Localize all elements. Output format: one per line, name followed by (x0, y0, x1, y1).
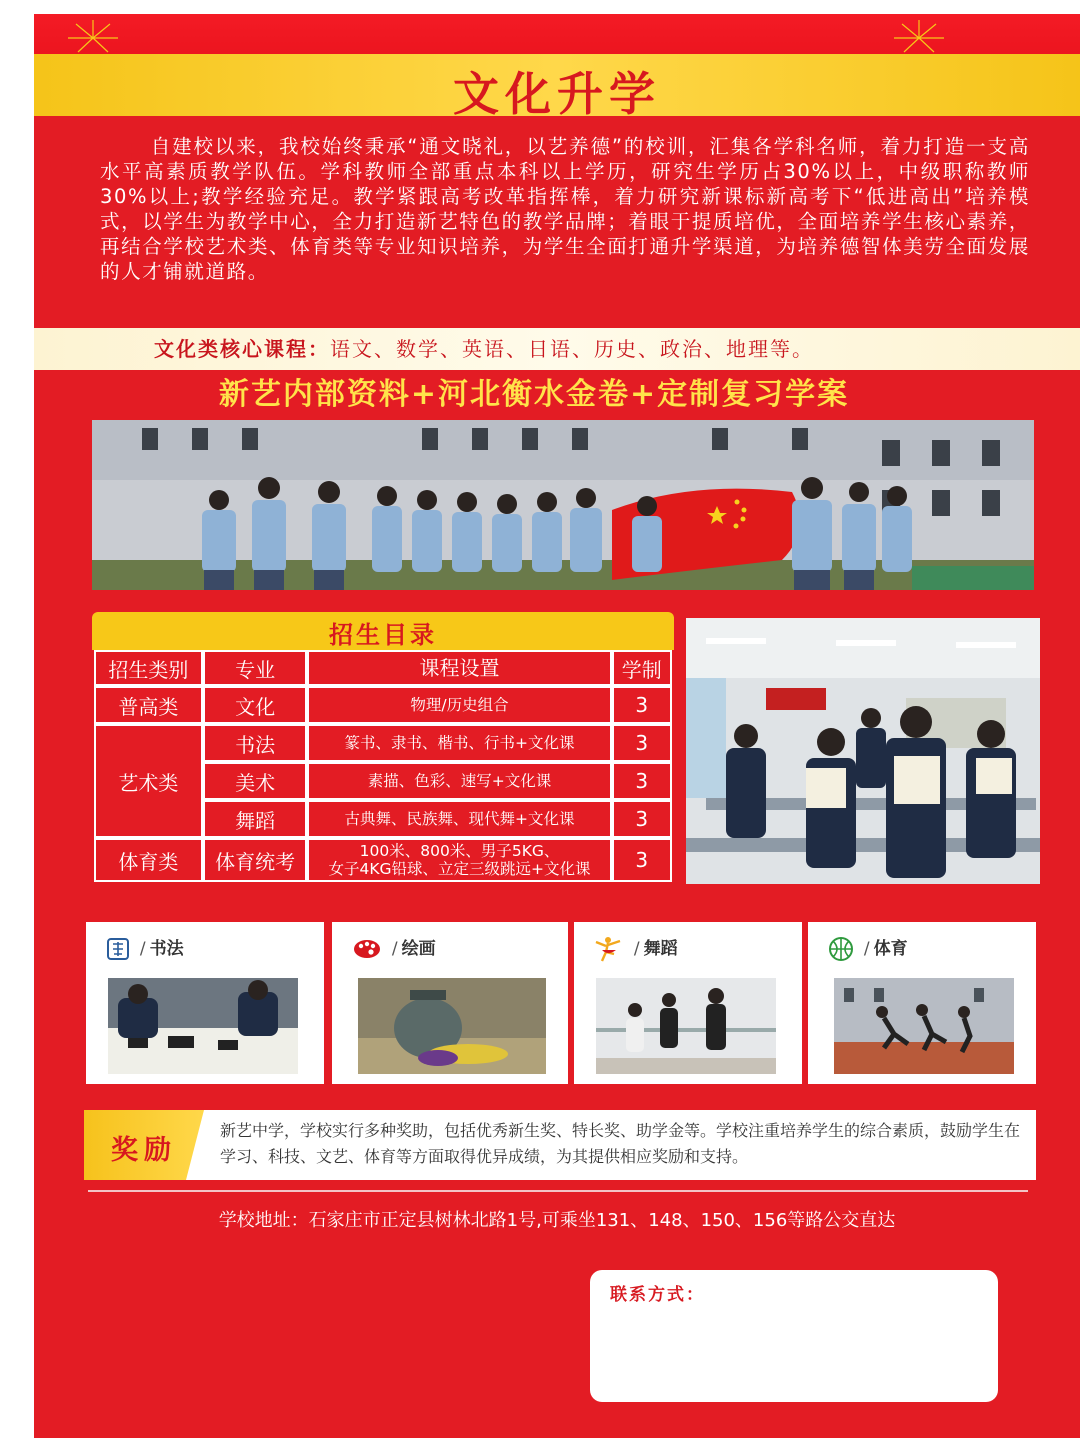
sports-photo (834, 978, 1014, 1074)
catalog-title: 招生目录 (329, 621, 437, 649)
skill-label: 书法 (149, 939, 184, 959)
header-years: 学制 (612, 650, 672, 686)
cell-category: 普高类 (94, 686, 203, 724)
table-row (94, 838, 672, 882)
skill-label: 体育 (873, 939, 908, 959)
skill-label: 舞蹈 (643, 939, 678, 959)
table-row (94, 686, 672, 724)
students-flag-photo (92, 420, 1034, 590)
cell-major: 舞蹈 (203, 800, 308, 838)
slogan: 新艺内部资料+河北衡水金卷+定制复习学案 (218, 377, 850, 412)
header-category: 招生类别 (94, 650, 203, 686)
painting-photo (358, 978, 546, 1074)
cell-courses-line: 女子4KG铅球、立定三级跳远+文化课 (328, 860, 591, 878)
skill-card-painting[interactable] (332, 922, 568, 1084)
cell-courses: 物理/历史组合 (307, 686, 611, 724)
header-major: 专业 (203, 650, 308, 686)
skill-label: 绘画 (401, 939, 436, 959)
classroom-photo (686, 618, 1040, 884)
skill-card-label (594, 934, 678, 962)
catalog-header-row (94, 650, 672, 686)
cell-courses: 篆书、隶书、楷书、行书+文化课 (307, 724, 611, 762)
cell-courses (307, 838, 611, 882)
poster (34, 14, 1080, 1438)
skill-separator: / (863, 939, 870, 959)
contact-label: 联系方式： (610, 1285, 705, 1305)
calligraphy-icon (106, 937, 130, 961)
calligraphy-photo (108, 978, 298, 1074)
cell-courses-line: 100米、800米、男子5KG、 (359, 842, 560, 860)
skill-card-calligraphy[interactable] (86, 922, 324, 1084)
cell-courses: 素描、色彩、速写+文化课 (307, 762, 611, 800)
cell-years: 3 (612, 762, 672, 800)
dancer-icon (594, 936, 624, 962)
core-courses-value: 语文、数学、英语、日语、历史、政治、地理等。 (330, 337, 814, 361)
dance-photo (596, 978, 776, 1074)
firework-left-decoration (48, 18, 138, 58)
palette-icon (352, 937, 382, 961)
cell-category: 艺术类 (94, 724, 203, 838)
table-row (94, 724, 672, 762)
skill-separator: / (139, 939, 146, 959)
core-courses-label: 文化类核心课程： (154, 337, 330, 361)
page-title: 文化升学 (453, 67, 661, 121)
skill-card-label (106, 934, 184, 961)
cell-years: 3 (612, 838, 672, 882)
core-courses (154, 333, 814, 362)
cell-years: 3 (612, 800, 672, 838)
skill-card-dance[interactable] (574, 922, 802, 1084)
divider (88, 1190, 1028, 1192)
reward-text: 新艺中学，学校实行多种奖助，包括优秀新生奖、特长奖、助学金等。学校注重培养学生的综合素质，鼓励学生在学习、科技、文艺、体育等方面取得优异成绩，为其提供相应奖励和支持。 (220, 1121, 1021, 1166)
catalog-table (94, 650, 672, 882)
skill-separator: / (633, 939, 640, 959)
skill-card-label (352, 934, 436, 961)
cell-years: 3 (612, 686, 672, 724)
cell-years: 3 (612, 724, 672, 762)
cell-major: 美术 (203, 762, 308, 800)
skill-separator: / (391, 939, 398, 959)
reward-title: 奖励 (111, 1135, 177, 1166)
skill-card-sports[interactable] (808, 922, 1036, 1084)
cell-major: 体育统考 (203, 838, 308, 882)
firework-right-decoration (874, 18, 964, 58)
cell-category: 体育类 (94, 838, 203, 882)
header-courses: 课程设置 (307, 650, 611, 686)
skill-card-label (828, 934, 908, 962)
cell-major: 文化 (203, 686, 308, 724)
cell-major: 书法 (203, 724, 308, 762)
basketball-icon (828, 936, 854, 962)
cell-courses: 古典舞、民族舞、现代舞+文化课 (307, 800, 611, 838)
intro-paragraph: 自建校以来，我校始终秉承“通文晓礼，以艺养德”的校训，汇集各学科名师，着力打造一支高水平高素质教学队伍。学科教师全部重点本科以上学历，研究生学历占30%以上，中级职称教师30%以上;教学经验充足。教学紧跟高考改革指挥棒，着力研究新课标新高考下“低进高出”培养模式，以学生为教学中心，全力打造新艺特色的教学品牌；着眼于提质培优，全面培养学生核心素养，再结合学校艺术类、体育类等专业知识培养，为学生全面打通升学渠道，为培养德智体美劳全面发展的人才铺就道路。 (100, 135, 1030, 283)
school-address: 学校地址：石家庄市正定县树林北路1号,可乘坐131、148、150、156等路公交直达 (218, 1210, 896, 1231)
